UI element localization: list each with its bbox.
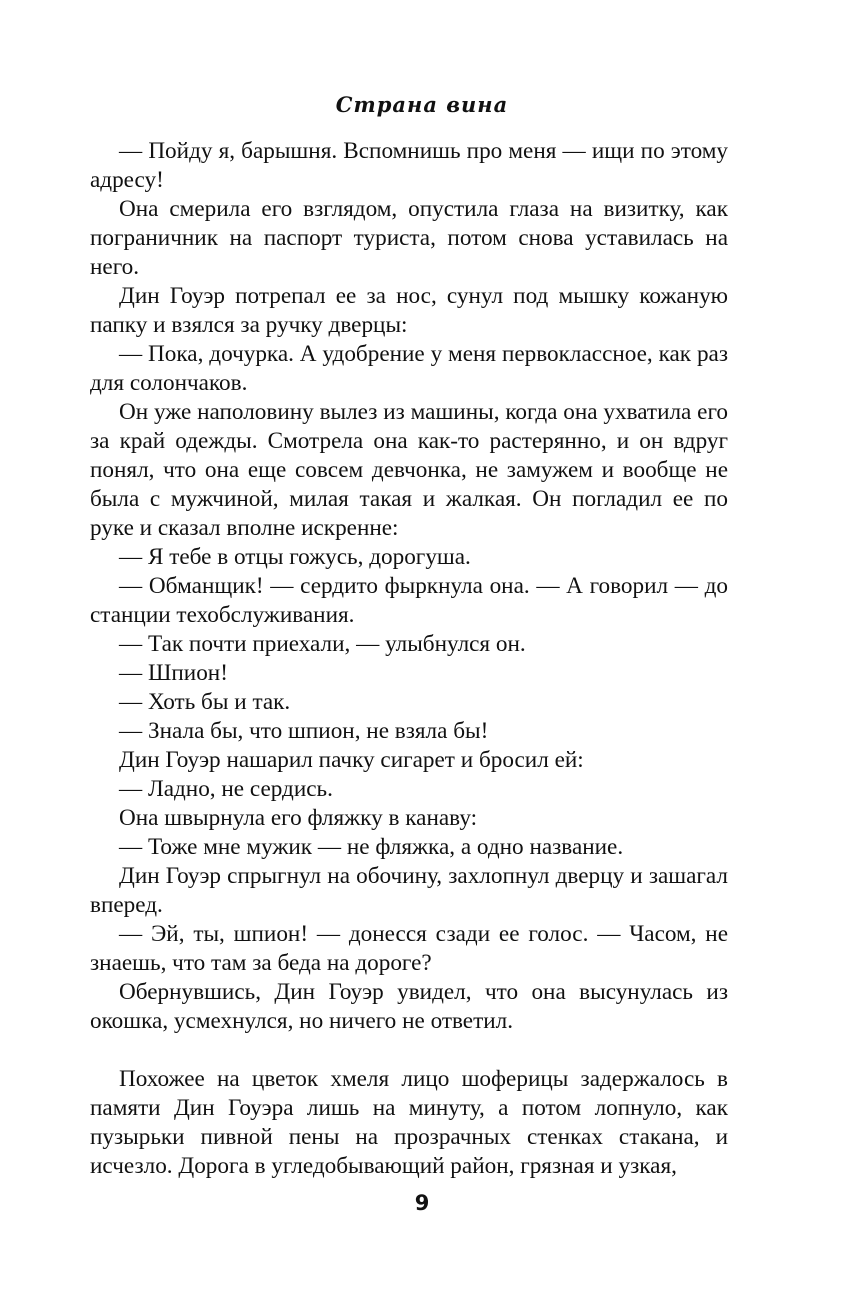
paragraph: Она швырнула его фляжку в канаву: (119, 805, 478, 831)
page-number: 9 (414, 1191, 430, 1215)
body-text (90, 137, 728, 1181)
paragraph: Дин Гоуэр нашарил пачку сигарет и бросил ей: (119, 747, 584, 773)
paragraph: Обернувшись, Дин Гоуэр увидел, что она высунулась из окошка, усмехнулся, но ничего не ответил. (90, 979, 728, 1034)
paragraph: — Я тебе в отцы гожусь, дорогуша. (119, 544, 471, 570)
paragraph: Он уже наполовину вылез из машины, когда она ухватила его за край одежды. Смотрела она как-то растерянно, и он вдруг понял, что она еще совсем девчонка, не замужем и вообще не была с мужчиной, милая такая и жалкая. Он погладил ее по руке и сказал вполне искренне: (90, 399, 728, 541)
paragraph: Дин Гоуэр спрыгнул на обочину, захлопнул дверцу и зашагал вперед. (90, 863, 728, 918)
paragraph: — Так почти приехали, — улыбнулся он. (119, 631, 526, 657)
running-head: Страна вина (335, 92, 509, 117)
paragraph: Дин Гоуэр потрепал ее за нос, сунул под мышку кожаную папку и взялся за ручку дверцы: (90, 283, 728, 338)
paragraph: — Знала бы, что шпион, не взяла бы! (119, 718, 489, 744)
paragraph: Она смерила его взглядом, опустила глаза на визитку, как пограничник на паспорт туриста, потом снова уставилась на него. (90, 196, 728, 280)
paragraph: — Пока, дочурка. А удобрение у меня первоклассное, как раз для солончаков. (90, 341, 728, 396)
paragraph: — Ладно, не сердись. (119, 776, 333, 802)
section-break (90, 1036, 728, 1065)
paragraph: Похожее на цветок хмеля лицо шоферицы задержалось в памяти Дин Гоуэра лишь на минуту, а потом лопнуло, как пузырьки пивной пены на прозрачных стенках стакана, и исчезло. Дорога в угледобывающий район, грязная и узкая, (90, 1066, 728, 1179)
paragraph: — Эй, ты, шпион! — донесся сзади ее голос. — Часом, не знаешь, что там за беда на дороге? (90, 921, 728, 976)
paragraph: — Обманщик! — сердито фыркнула она. — А говорил — до станции техобслуживания. (90, 573, 728, 628)
paragraph: — Хоть бы и так. (119, 689, 291, 715)
paragraph: — Шпион! (119, 660, 228, 686)
paragraph: — Пойду я, барышня. Вспомнишь про меня — ищи по этому адресу! (90, 138, 728, 193)
paragraph: — Тоже мне мужик — не фляжка, а одно название. (119, 834, 624, 860)
